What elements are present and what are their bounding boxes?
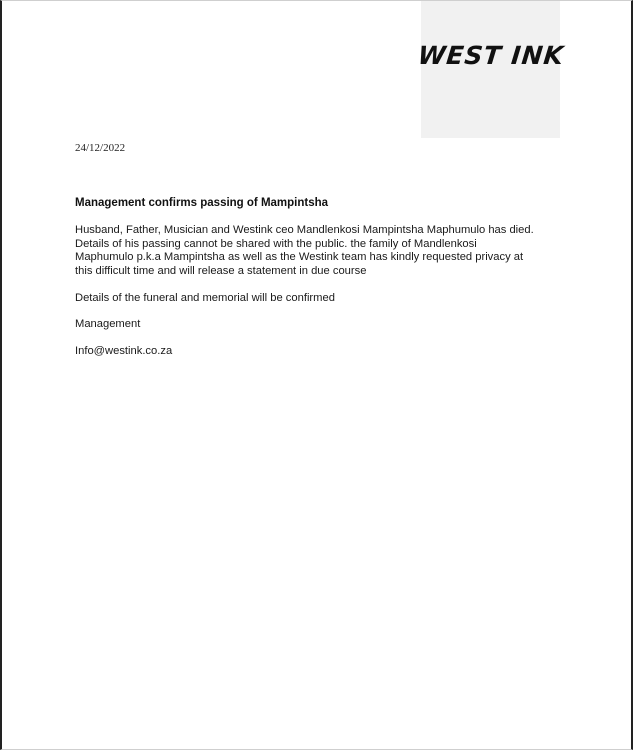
letter-body <box>75 224 580 278</box>
body-line: Details of his passing cannot be shared with the public. the family of Mandlenkosi <box>75 237 477 250</box>
logo-panel <box>415 1 566 138</box>
body-line: this difficult time and will release a statement in due course <box>75 264 367 277</box>
letter-signoff: Management <box>75 318 141 330</box>
funeral-note: Details of the funeral and memorial will be confirmed <box>75 292 335 304</box>
west-ink-logo: WEST INK <box>415 41 566 70</box>
letter-date: 24/12/2022 <box>75 142 126 154</box>
body-line: Maphumulo p.k.a Mampintsha as well as the Westink team has kindly requested privacy at <box>75 251 524 264</box>
contact-email[interactable]: Info@westink.co.za <box>75 345 173 357</box>
body-line: Husband, Father, Musician and Westink ceo Mandlenkosi Mampintsha Maphumulo has died. <box>75 224 534 236</box>
letter-headline: Management confirms passing of Mampintsha <box>75 197 329 209</box>
